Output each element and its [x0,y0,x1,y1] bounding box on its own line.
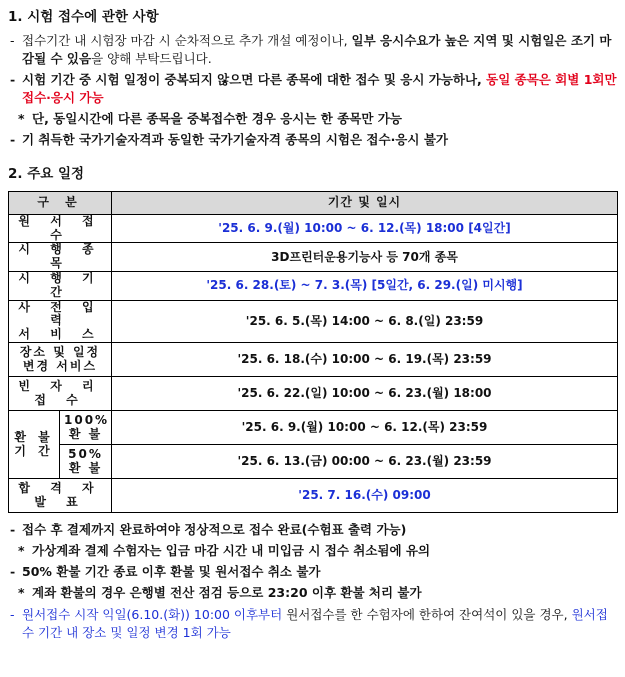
note-star-1 [8,542,617,560]
notes-section [8,521,617,642]
note5-text-b: 원서접수를 한 수험자에 한하여 잔여석이 있을 경우, [282,606,572,622]
dash-marker: - [10,522,16,538]
refund-sub-line1: 100% [64,412,110,427]
note-item-2 [8,563,617,581]
notice-item-3 [8,131,617,149]
row-value: 3D프린터운용기능사 등 70개 종목 [112,243,618,272]
dash-marker: - [10,71,16,87]
item1-text-b: 일부 응시수요가 높은 지역 및 시험일은 조기 마감될 수 있음 [22,32,612,66]
row-label-line1: 합 격 자 [18,480,102,495]
dash-marker: - [10,606,15,622]
row-label-line2: 발 표 [34,494,86,509]
row-label: 시 행 종 목 [9,243,112,272]
asterisk-marker: * [18,585,25,601]
table-row [9,300,618,342]
notice-item-2 [8,71,617,107]
note2-text: 가상계좌 결제 수험자는 입금 마감 시간 내 미입금 시 접수 취소됨에 유의 [32,543,431,559]
asterisk-marker: * [18,111,25,127]
refund-label-line2: 기 간 [14,443,54,458]
row-value: '25. 6. 9.(월) 10:00 ~ 6. 12.(목) 23:59 [112,411,618,445]
refund-sub-line2: 환 불 [68,426,103,441]
table-header-row [9,191,618,214]
row-value: '25. 6. 13.(금) 00:00 ~ 6. 23.(월) 23:59 [112,445,618,479]
note-item-1 [8,521,617,539]
table-row [9,479,618,513]
row-label [9,377,112,411]
refund-sub-label [60,445,112,479]
row-label [9,300,112,342]
row-value: '25. 6. 9.(월) 10:00 ~ 6. 12.(목) 18:00 [4일간] [112,214,618,243]
row-label [9,479,112,513]
header-category: 구 분 [9,191,112,214]
row-value: '25. 6. 5.(목) 14:00 ~ 6. 8.(일) 23:59 [112,300,618,342]
item2-text-a: 시험 기간 중 시험 일정이 중복되지 않으면 다른 종목에 대한 접수 및 응시 가능하나, [22,71,487,87]
refund-label [9,411,60,479]
dash-marker: - [10,32,15,48]
item3-text: 기 취득한 국가기술자격과 동일한 국가기술자격 종목의 시험은 접수·응시 불가 [22,132,448,148]
table-row [9,343,618,377]
note-star-2 [8,584,617,602]
note4-text: 계좌 환불의 경우 은행별 전산 점검 등으로 23:20 이후 환불 처리 불가 [32,585,422,601]
row-value: '25. 6. 18.(수) 10:00 ~ 6. 19.(목) 23:59 [112,343,618,377]
row-label: 시 행 기 간 [9,272,112,301]
note5-text-c: 원서접수 기간 내 장소 및 일정 변경 1회 가능 [22,606,608,640]
item1-text-a: 접수기간 내 시험장 마감 시 순차적으로 추가 개설 예정이나, [22,32,352,48]
notice-star-1 [8,110,617,128]
row-value: '25. 6. 28.(토) ~ 7. 3.(목) [5일간, 6. 29.(일) 미시행] [112,272,618,301]
note5-text-a: 원서접수 시작 익일(6.10.(화)) 10:00 이후부터 [22,606,283,622]
note3-text: 50% 환불 기간 종료 이후 환불 및 원서접수 취소 불가 [22,564,321,580]
asterisk-marker: * [18,543,25,559]
star1-text: 단, 동일시간에 다른 종목을 중복접수한 경우 응시는 한 종목만 가능 [32,111,402,127]
refund-sub-line2: 환 불 [68,460,103,475]
row-label: 원 서 접 수 [9,214,112,243]
table-row [9,214,618,243]
header-period: 기간 및 일시 [112,191,618,214]
row-label-line1: 사 전 입 력 [18,299,102,328]
table-row [9,445,618,479]
item1-text-c: 을 양해 부탁드립니다. [91,50,212,66]
refund-label-line1: 환 불 [14,429,54,444]
row-label-line2: 서 비 스 [18,327,102,342]
dash-marker: - [10,564,16,580]
notice-item-1 [8,32,617,68]
table-row [9,243,618,272]
refund-sub-line1: 50% [68,446,103,461]
item2-text-b: 동일 종목은 회별 1회만 접수·응시 가능 [22,71,617,105]
row-label-line2: 접 수 [34,392,86,407]
schedule-table [8,191,618,513]
row-value: '25. 6. 22.(일) 10:00 ~ 6. 23.(월) 18:00 [112,377,618,411]
section2-title: 2. 주요 일정 [8,166,85,183]
row-label-line1: 장소 및 일정 [19,344,101,359]
note1-text: 접수 후 결제까지 완료하여야 정상적으로 접수 완료(수험표 출력 가능) [22,522,407,538]
row-value: '25. 7. 16.(수) 09:00 [112,479,618,513]
table-row [9,411,618,445]
row-label-line1: 빈 자 리 [18,378,102,393]
table-row [9,272,618,301]
table-row [9,377,618,411]
note-item-3 [8,606,617,642]
dash-marker: - [10,132,16,148]
row-label-line2: 변경 서비스 [22,358,98,373]
row-label [9,343,112,377]
refund-sub-label [60,411,112,445]
section1-title: 1. 시험 접수에 관한 사항 [8,9,159,25]
